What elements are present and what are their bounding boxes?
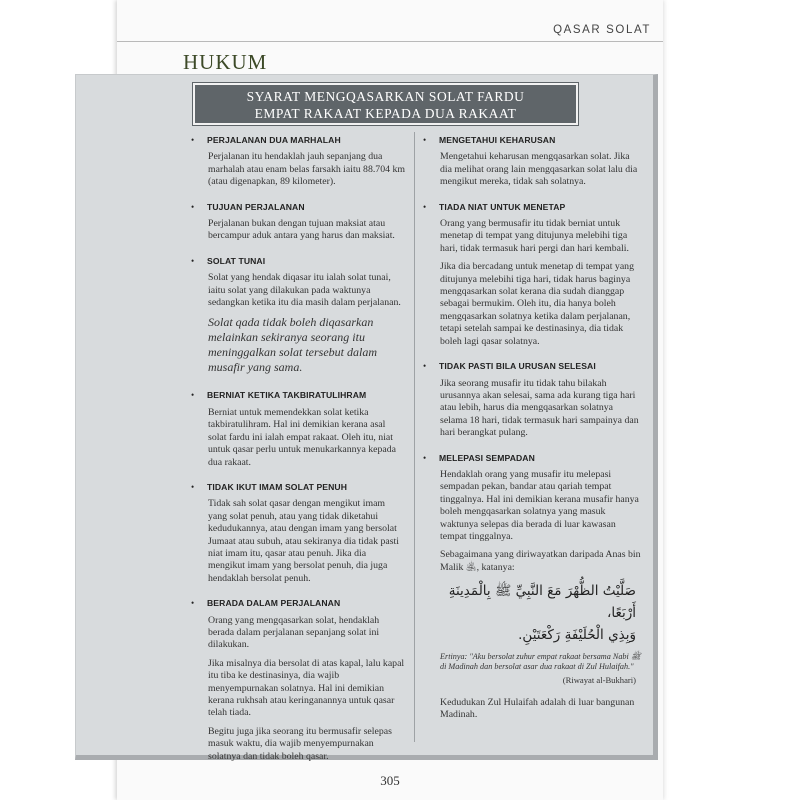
condition-title: MELEPASI SEMPADAN bbox=[439, 452, 535, 463]
box-banner bbox=[193, 83, 578, 125]
condition-title: SOLAT TUNAI bbox=[207, 255, 266, 266]
condition-text: Perjalanan bukan dengan tujuan maksiat atau bercampur aduk antara yang harus dan maksiat. bbox=[208, 218, 395, 242]
bullet-icon: • bbox=[423, 452, 427, 463]
condition-title: TUJUAN PERJALANAN bbox=[207, 201, 305, 212]
bullet-icon: • bbox=[191, 201, 195, 212]
condition-title: PERJALANAN DUA MARHALAH bbox=[207, 135, 341, 145]
arabic-line-1: صَلَّيْتُ الظُّهْرَ مَعَ النَّبِيِّ ﷺ بِالْمَدِينَةِ أَرْبَعًا، bbox=[448, 583, 636, 622]
section-title: HUKUM bbox=[183, 50, 268, 74]
pull-quote: Solat qada tidak boleh diqasarkan melainkan sekiranya seorang itu meninggalkan solat tersebut dalam musafir yang sama. bbox=[208, 315, 377, 375]
condition-text: Hendaklah orang yang musafir itu melepasi sempadan pekan, bandar atau qariah tempat tinggalnya. Hal ini demikian kerana musafir hanya boleh mengqasarkan solatnya yang masuk waktunya selepas dia berada di luar kawasan tempat tinggalnya. bbox=[440, 468, 639, 542]
condition-text: Tidak sah solat qasar dengan mengikut imam yang solat penuh, atau yang tidak diketahui kedudukannya, atau dengan imam yang bersolat Jumaat atau subuh, atau sekiranya dia tidak pasti niat imam itu, qasar atau penuh. Jika dia mengikut imam yang bersolat penuh, dia juga hendaklah bersolat penuh. bbox=[208, 498, 399, 584]
condition-item bbox=[422, 446, 642, 722]
condition-item bbox=[422, 354, 642, 439]
condition-title: BERNIAT KETIKA TAKBIRATULIHRAM bbox=[207, 390, 367, 401]
right-column bbox=[422, 128, 642, 727]
bullet-icon: • bbox=[191, 390, 195, 401]
condition-item bbox=[422, 195, 642, 348]
hadith-source: (Riwayat al-Bukhari) bbox=[562, 675, 636, 686]
bullet-icon: • bbox=[191, 255, 195, 266]
condition-text: Kedudukan Zul Hulaifah adalah di luar bangunan Madinah. bbox=[440, 696, 635, 720]
condition-item bbox=[190, 383, 405, 468]
bullet-icon: • bbox=[191, 481, 195, 492]
condition-item bbox=[190, 475, 405, 585]
condition-item bbox=[422, 128, 642, 189]
column-divider bbox=[414, 132, 415, 742]
condition-text: Sebagaimana yang diriwayatkan daripada Anas bin Malik ﵁, katanya: bbox=[440, 549, 641, 573]
condition-text: Mengetahui keharusan mengqasarkan solat. Jika dia melihat orang lain mengqasarkan solat lalu dia mengikut mereka, tidak sah solatnya. bbox=[440, 151, 638, 188]
condition-text: Berniat untuk memendekkan solat ketika takbiratulihram. Hal ini demikian kerana asal solat fardu ini ialah empat rakaat. Oleh itu, niat untuk qasar perlu untuk menukarkannya kepada dua rakaat. bbox=[208, 406, 396, 468]
condition-text: Orang yang mengqasarkan solat, hendaklah berada dalam perjalanan sepanjang solat ini dilakukan. bbox=[208, 614, 380, 651]
condition-title: TIDAK IKUT IMAM SOLAT PENUH bbox=[207, 481, 348, 492]
condition-title: BERADA DALAM PERJALANAN bbox=[207, 598, 341, 609]
condition-item bbox=[190, 128, 405, 189]
arabic-line-2: وَبِذِي الْحُلَيْفَةِ رَكْعَتَيْنِ. bbox=[518, 627, 636, 644]
bullet-icon: • bbox=[191, 135, 195, 145]
left-column bbox=[190, 128, 405, 769]
condition-text: Perjalanan itu hendaklah jauh sepanjang dua marhalah atau enam belas farsakh iaitu 88.704 km (atau digenapkan, 89 kilometer). bbox=[208, 151, 405, 188]
condition-title: TIADA NIAT UNTUK MENETAP bbox=[439, 201, 566, 212]
condition-title: MENGETAHUI KEHARUSAN bbox=[439, 135, 556, 145]
condition-text: Begitu juga jika seorang itu bermusafir selepas masuk waktu, dia wajib menyempurnakan solatnya dan tidak boleh qasar. bbox=[208, 725, 392, 762]
bullet-icon: • bbox=[191, 598, 195, 609]
condition-text: Solat yang hendak diqasar itu ialah solat tunai, iaitu solat yang dilakukan pada waktunya sedangkan ketika itu dia masih dalam perjalanan. bbox=[208, 272, 401, 309]
bullet-icon: • bbox=[423, 135, 427, 145]
condition-text: Jika misalnya dia bersolat di atas kapal, lalu kapal itu tiba ke destinasinya, dia wajib menyempurnakan solatnya. Hal ini demikian kerana rukhsah atau keringanannya untuk qasar telah tiada. bbox=[208, 657, 405, 719]
condition-item bbox=[190, 591, 405, 763]
condition-title: TIDAK PASTI BILA URUSAN SELESAI bbox=[439, 361, 596, 372]
bullet-icon: • bbox=[423, 201, 427, 212]
page-number: 305 bbox=[380, 773, 400, 788]
banner-line-1: SYARAT MENGQASARKAN SOLAT FARDU bbox=[246, 89, 525, 104]
condition-text: Jika seorang musafir itu tidak tahu bilakah urusannya akan selesai, sama ada kurang tiga hari atau lebih, harus dia mengqasarkan solatnya selama 18 hari, tidak termasuk hari sampainya dan hari berangkat pulang. bbox=[440, 377, 639, 439]
condition-text: Orang yang bermusafir itu tidak berniat untuk menetap di tempat yang ditujunya melebihi tiga hari, tidak termasuk hari pergi dan hari kembali. bbox=[440, 218, 629, 254]
condition-item bbox=[190, 195, 405, 243]
header-rule bbox=[117, 41, 663, 42]
condition-item bbox=[190, 249, 405, 376]
arabic-hadith bbox=[440, 580, 636, 646]
running-head: QASAR SOLAT bbox=[553, 24, 651, 36]
banner-line-2: EMPAT RAKAAT KEPADA DUA RAKAAT bbox=[254, 106, 517, 121]
bullet-icon: • bbox=[423, 361, 427, 372]
hadith-translation: Ertinya: "Aku bersolat zuhur empat rakaat bersama Nabi ﷺ di Madinah dan bersolat asar dua rakaat di Zul Hulaifah." bbox=[440, 652, 641, 672]
condition-text: Jika dia bercadang untuk menetap di tempat yang ditujunya melebihi tiga hari, tidak harus baginya mengqasarkan solat kerana dia sudah dianggap sebagai bermukim. Oleh itu, dia hanya boleh mengqasarkan solatnya ketika dalam perjalanan, tetapi setelah sampai ke destinasinya, dia tidak boleh lagi qasar solatnya. bbox=[440, 261, 634, 347]
